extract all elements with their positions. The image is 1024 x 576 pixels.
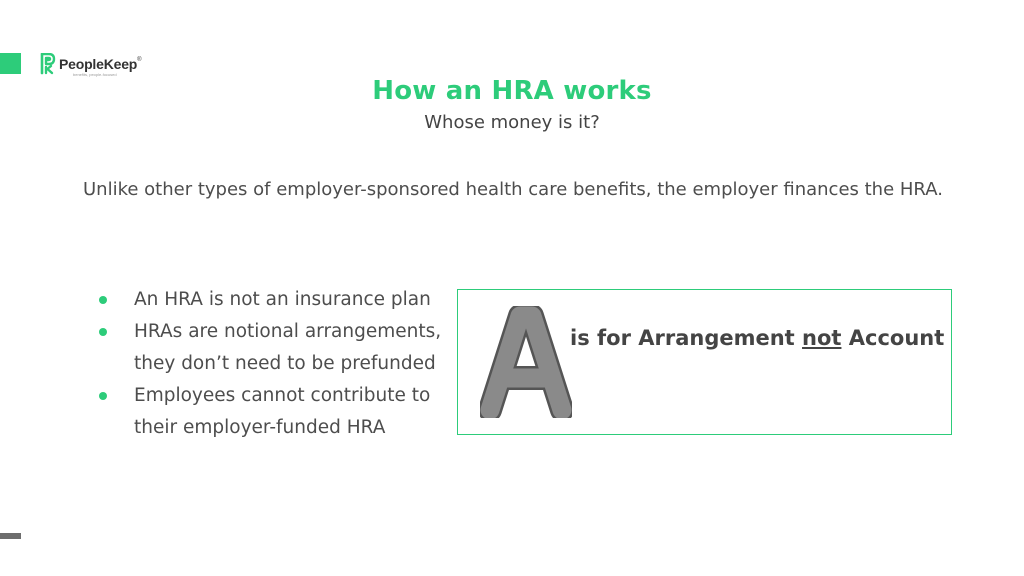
callout-text-before: is for Arrangement xyxy=(570,326,795,350)
intro-paragraph: Unlike other types of employer-sponsored health care benefits, the employer finances the HRA. xyxy=(83,179,943,200)
callout-text xyxy=(570,326,944,350)
brand-logo xyxy=(40,53,141,77)
arrangement-callout xyxy=(457,289,952,435)
bullet-dot-icon xyxy=(99,296,107,304)
letter-a-text: A xyxy=(525,402,527,403)
registered-mark: ® xyxy=(137,57,142,63)
callout-text-underlined: not xyxy=(802,326,842,350)
bullet-item xyxy=(95,284,455,316)
bullet-item xyxy=(95,380,455,444)
brand-name xyxy=(59,53,141,71)
brand-wordmark xyxy=(59,53,141,77)
peoplekeep-logo-icon xyxy=(40,53,56,75)
accent-bar xyxy=(0,53,21,74)
bullet-dot-icon xyxy=(99,392,107,400)
bottom-accent-bar xyxy=(0,533,21,539)
bullet-text: Employees cannot contribute to their employer-funded HRA xyxy=(134,385,431,438)
brand-name-text: PeopleKeep xyxy=(59,56,138,72)
slide-subtitle: Whose money is it? xyxy=(424,112,600,133)
bullet-text: An HRA is not an insurance plan xyxy=(134,289,431,310)
letter-a-graphic xyxy=(480,306,572,418)
callout-text-after: Account xyxy=(848,326,945,350)
bullet-text: HRAs are notional arrangements, they don’t need to be prefunded xyxy=(134,321,442,374)
bullet-item xyxy=(95,316,455,380)
bullet-dot-icon xyxy=(99,328,107,336)
slide-title: How an HRA works xyxy=(372,76,652,106)
brand-tagline: benefits, people-focused xyxy=(73,72,117,77)
bullet-list xyxy=(95,284,455,444)
